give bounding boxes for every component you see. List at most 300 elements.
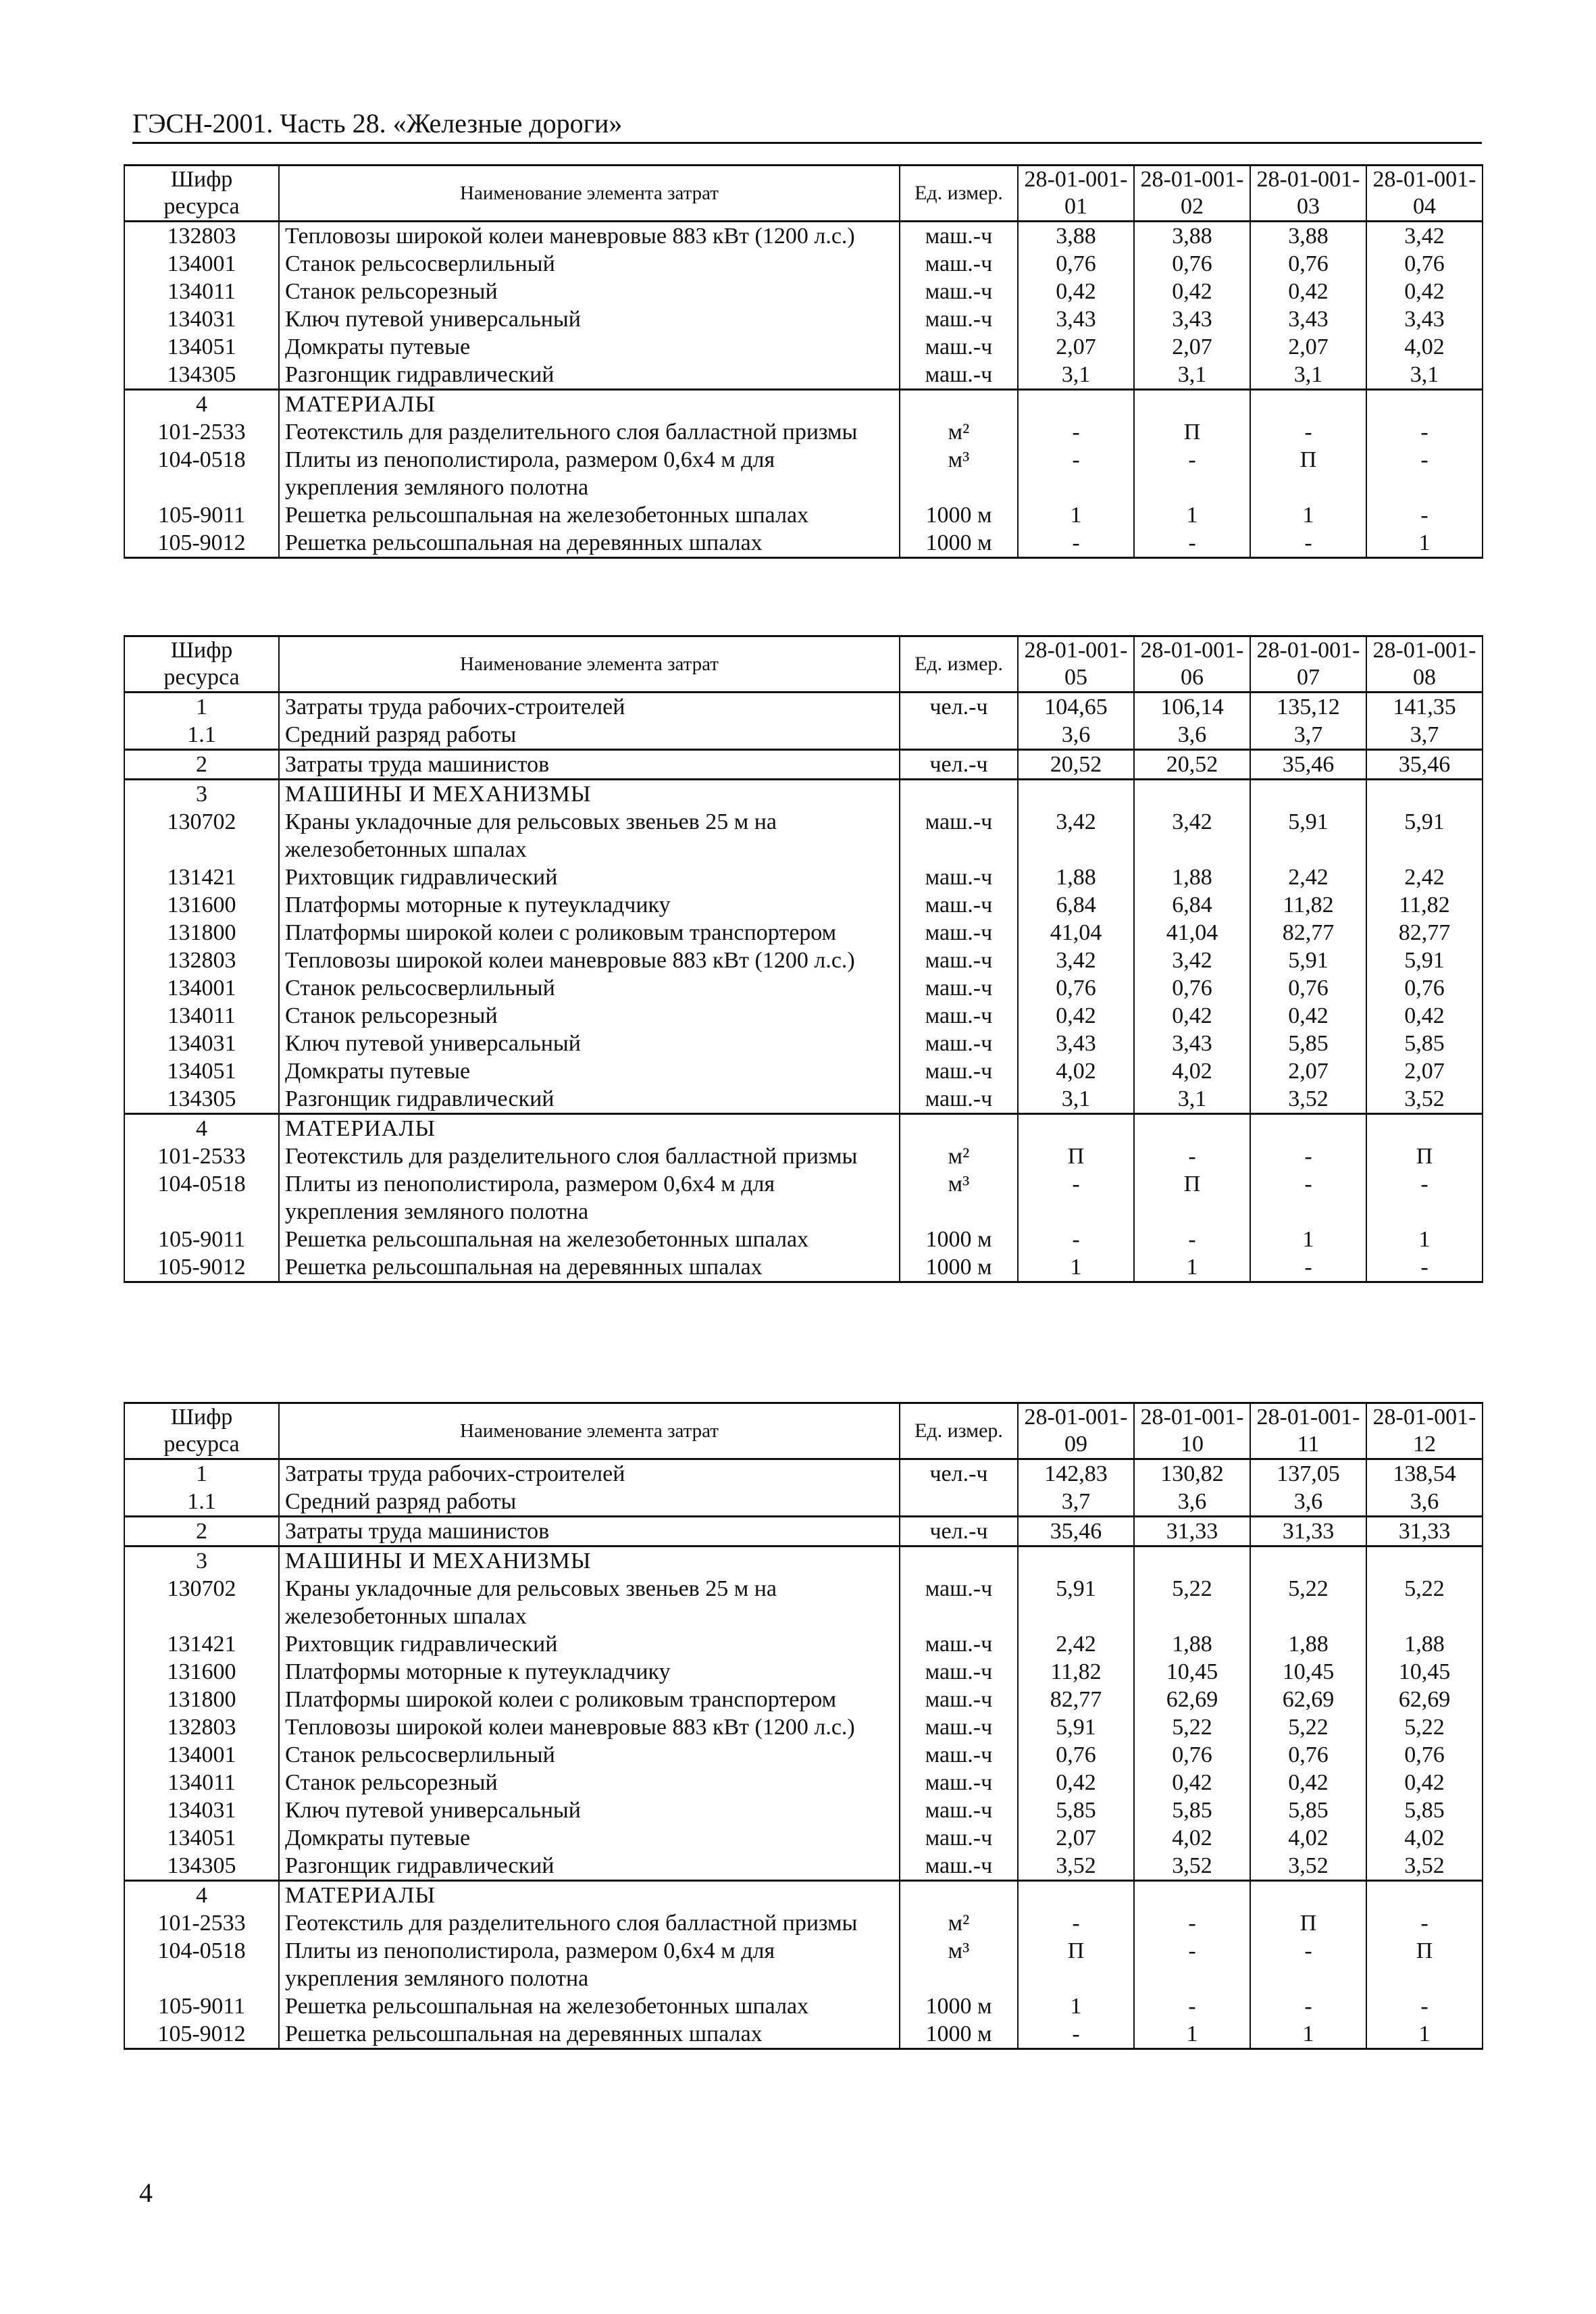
value-cell: П [1250,446,1366,501]
value-cell: 5,91 [1250,808,1366,863]
value-cell: 3,52 [1018,1852,1134,1881]
resource-name-cell: Геотекстиль для разделительного слоя балластной призмы [279,1142,900,1170]
resource-name-cell: Домкраты путевые [279,333,900,361]
value-cell: 1 [1250,2020,1366,2049]
table-row [124,1881,1483,1910]
value-cell [1366,780,1483,809]
table-row [124,919,1483,947]
norm-code-header: 28-01-001-11 [1250,1403,1366,1459]
resource-code-cell: 101-2533 [124,1909,279,1937]
table-row [124,721,1483,750]
value-cell: 0,42 [1018,278,1134,305]
resource-code-cell: 4 [124,1881,279,1910]
value-cell: П [1018,1937,1134,1992]
unit-cell: маш.-ч [900,222,1018,251]
value-cell: 1 [1366,2020,1483,2049]
table-row [124,1546,1483,1576]
unit-cell [900,780,1018,809]
table-row [124,1459,1483,1488]
value-cell: 5,22 [1250,1713,1366,1741]
resource-name-cell: Разгонщик гидравлический [279,1852,900,1881]
norm-code-header: 28-01-001-06 [1134,636,1250,693]
unit-column-header: Ед. измер. [900,166,1018,222]
resource-name-cell: Станок рельсосверлильный [279,974,900,1002]
resource-name-cell: Платформы моторные к путеукладчику [279,1658,900,1686]
value-cell: 11,82 [1018,1658,1134,1686]
table-row [124,1658,1483,1686]
resource-code-cell: 101-2533 [124,1142,279,1170]
value-cell: 3,7 [1018,1488,1134,1517]
resource-code-cell: 1 [124,1459,279,1488]
resource-name-cell: МАТЕРИАЛЫ [279,1114,900,1143]
value-cell: 141,35 [1366,693,1483,722]
value-cell: 5,91 [1366,947,1483,974]
value-cell: - [1250,1992,1366,2020]
value-cell: 3,42 [1134,947,1250,974]
resource-code-cell: 131800 [124,1686,279,1713]
resource-code-cell: 105-9011 [124,501,279,529]
value-cell: 2,07 [1134,333,1250,361]
value-cell: 3,43 [1366,305,1483,333]
table-row [124,250,1483,278]
value-cell: 10,45 [1250,1658,1366,1686]
resource-code-cell: 134001 [124,250,279,278]
resource-code-cell: 134001 [124,974,279,1002]
unit-cell: маш.-ч [900,863,1018,891]
resource-code-cell: 101-2533 [124,418,279,446]
value-cell: 0,42 [1018,1769,1134,1796]
value-cell: - [1366,1992,1483,2020]
value-cell: 31,33 [1250,1517,1366,1546]
table-row [124,1796,1483,1824]
value-cell: 1,88 [1366,1630,1483,1658]
resource-code-cell: 2 [124,750,279,780]
value-cell: 35,46 [1366,750,1483,780]
unit-cell: маш.-ч [900,333,1018,361]
code-column-header: Шифр ресурса [124,636,279,693]
resource-name-cell: Геотекстиль для разделительного слоя балластной призмы [279,1909,900,1937]
value-cell: 130,82 [1134,1459,1250,1488]
value-cell: 1,88 [1134,1630,1250,1658]
resource-name-cell: МАТЕРИАЛЫ [279,1881,900,1910]
unit-cell [900,390,1018,419]
value-cell: 62,69 [1250,1686,1366,1713]
value-cell: - [1250,529,1366,558]
value-cell: 4,02 [1250,1824,1366,1852]
resource-table-1 [124,164,1483,559]
resource-name-cell: Краны укладочные для рельсовых звеньев 25 м на железобетонных шпалах [279,808,900,863]
value-cell: - [1250,1170,1366,1226]
unit-cell: маш.-ч [900,1030,1018,1057]
resource-name-cell: Станок рельсорезный [279,1769,900,1796]
table-row [124,1253,1483,1282]
unit-cell: маш.-ч [900,361,1018,390]
resource-name-cell: Рихтовщик гидравлический [279,863,900,891]
table-row [124,1937,1483,1992]
value-cell: - [1134,529,1250,558]
unit-cell: чел.-ч [900,693,1018,722]
resource-name-cell: Тепловозы широкой колеи маневровые 883 кВт (1200 л.с.) [279,1713,900,1741]
value-cell: 0,42 [1366,278,1483,305]
value-cell: 5,91 [1250,947,1366,974]
value-cell: 3,43 [1250,305,1366,333]
resource-code-cell: 134031 [124,1796,279,1824]
unit-cell: маш.-ч [900,808,1018,863]
resource-code-cell: 134011 [124,278,279,305]
value-cell: 0,42 [1018,1002,1134,1030]
value-cell: 20,52 [1018,750,1134,780]
page-title: ГЭСН-2001. Часть 28. «Железные дороги» [132,108,623,139]
value-cell [1366,390,1483,419]
resource-name-cell: Рихтовщик гидравлический [279,1630,900,1658]
value-cell: 2,07 [1250,333,1366,361]
value-cell: 3,7 [1366,721,1483,750]
value-cell: 1,88 [1018,863,1134,891]
unit-cell: чел.-ч [900,1459,1018,1488]
value-cell: 0,76 [1250,250,1366,278]
table-row [124,1741,1483,1769]
table-row [124,808,1483,863]
value-cell: 3,1 [1134,1085,1250,1114]
value-cell: 1 [1250,1226,1366,1253]
resource-name-cell: Разгонщик гидравлический [279,361,900,390]
value-cell: 31,33 [1366,1517,1483,1546]
value-cell: 3,1 [1366,361,1483,390]
value-cell: 0,42 [1134,1002,1250,1030]
value-cell: 1 [1018,1992,1134,2020]
value-cell: 1 [1250,501,1366,529]
unit-cell: м³ [900,1170,1018,1226]
table-row [124,1226,1483,1253]
value-cell: 3,1 [1134,361,1250,390]
table-row [124,780,1483,809]
value-cell: 1 [1134,501,1250,529]
value-cell: - [1366,1253,1483,1282]
table-row [124,1909,1483,1937]
unit-column-header: Ед. измер. [900,636,1018,693]
resource-name-cell: Средний разряд работы [279,1488,900,1517]
resource-name-cell: Решетка рельсошпальная на железобетонных шпалах [279,501,900,529]
value-cell: 1 [1018,1253,1134,1282]
resource-code-cell: 131421 [124,1630,279,1658]
resource-name-cell: Плиты из пенополистирола, размером 0,6х4 м для укрепления земляного полотна [279,1937,900,1992]
resource-code-cell: 131421 [124,863,279,891]
value-cell: 82,77 [1366,919,1483,947]
table-row [124,278,1483,305]
resource-code-cell: 131600 [124,891,279,919]
value-cell [1018,1546,1134,1576]
value-cell: - [1250,418,1366,446]
resource-name-cell: Плиты из пенополистирола, размером 0,6х4 м для укрепления земляного полотна [279,1170,900,1226]
resource-name-cell: Ключ путевой универсальный [279,305,900,333]
value-cell: 2,07 [1018,333,1134,361]
unit-cell: маш.-ч [900,974,1018,1002]
norm-code-header: 28-01-001-12 [1366,1403,1483,1459]
resource-name-cell: Затраты труда машинистов [279,1517,900,1546]
norm-code-header: 28-01-001-09 [1018,1403,1134,1459]
value-cell: - [1018,1170,1134,1226]
table-row [124,1824,1483,1852]
table-row [124,529,1483,558]
unit-cell: маш.-ч [900,1002,1018,1030]
norm-code-header: 28-01-001-03 [1250,166,1366,222]
value-cell: 0,42 [1250,278,1366,305]
value-cell: 5,22 [1250,1575,1366,1630]
value-cell: П [1250,1909,1366,1937]
resource-code-cell: 131600 [124,1658,279,1686]
table-row [124,1575,1483,1630]
resource-code-cell: 1.1 [124,1488,279,1517]
resource-code-cell: 134031 [124,305,279,333]
resource-code-cell: 132803 [124,947,279,974]
value-cell: 0,42 [1134,1769,1250,1796]
value-cell: 3,88 [1134,222,1250,251]
unit-cell: маш.-ч [900,1085,1018,1114]
value-cell: 5,91 [1018,1575,1134,1630]
value-cell: 3,52 [1366,1085,1483,1114]
value-cell: 5,85 [1366,1030,1483,1057]
table-row [124,418,1483,446]
resource-name-cell: Решетка рельсошпальная на деревянных шпалах [279,1253,900,1282]
norm-code-header: 28-01-001-10 [1134,1403,1250,1459]
value-cell: - [1134,1937,1250,1992]
value-cell: 3,1 [1250,361,1366,390]
table-row [124,1713,1483,1741]
unit-cell: м² [900,1142,1018,1170]
unit-cell: м² [900,1909,1018,1937]
resource-code-cell: 134305 [124,1852,279,1881]
value-cell: 3,43 [1134,1030,1250,1057]
resource-code-cell: 3 [124,1546,279,1576]
resource-name-cell: Станок рельсорезный [279,278,900,305]
table-row [124,390,1483,419]
value-cell: 3,42 [1018,947,1134,974]
value-cell: 31,33 [1134,1517,1250,1546]
resource-name-cell: Плиты из пенополистирола, размером 0,6х4 м для укрепления земляного полотна [279,446,900,501]
value-cell [1018,1881,1134,1910]
value-cell [1134,1114,1250,1143]
table-row [124,446,1483,501]
table-row [124,1030,1483,1057]
value-cell [1134,390,1250,419]
value-cell: 137,05 [1250,1459,1366,1488]
norm-code-header: 28-01-001-04 [1366,166,1483,222]
resource-name-cell: Краны укладочные для рельсовых звеньев 25 м на железобетонных шпалах [279,1575,900,1630]
value-cell: 20,52 [1134,750,1250,780]
unit-column-header: Ед. измер. [900,1403,1018,1459]
resource-code-cell: 134051 [124,1057,279,1085]
unit-cell: 1000 м [900,501,1018,529]
resource-code-cell: 134051 [124,333,279,361]
value-cell: 1 [1134,1253,1250,1282]
resource-code-cell: 134305 [124,361,279,390]
value-cell [1250,1546,1366,1576]
value-cell: 4,02 [1018,1057,1134,1085]
value-cell: 5,22 [1134,1713,1250,1741]
table-row [124,333,1483,361]
value-cell: 5,85 [1134,1796,1250,1824]
header-row [124,166,1483,222]
value-cell: 1 [1018,501,1134,529]
value-cell: 3,42 [1018,808,1134,863]
value-cell: 1 [1366,529,1483,558]
value-cell [1366,1114,1483,1143]
title-rule [132,142,1482,144]
resource-name-cell: Станок рельсосверлильный [279,250,900,278]
resource-code-cell: 131800 [124,919,279,947]
unit-cell: 1000 м [900,1992,1018,2020]
value-cell: П [1134,418,1250,446]
table-row [124,947,1483,974]
resource-code-cell: 105-9011 [124,1992,279,2020]
resource-code-cell: 130702 [124,808,279,863]
value-cell: 3,52 [1366,1852,1483,1881]
resource-name-cell: МАТЕРИАЛЫ [279,390,900,419]
unit-cell [900,721,1018,750]
unit-cell: м³ [900,1937,1018,1992]
value-cell: 3,1 [1018,1085,1134,1114]
resource-name-cell: Ключ путевой универсальный [279,1030,900,1057]
value-cell: 3,52 [1250,1085,1366,1114]
table-row [124,974,1483,1002]
value-cell: 0,76 [1366,1741,1483,1769]
resource-code-cell: 1.1 [124,721,279,750]
value-cell: 41,04 [1134,919,1250,947]
value-cell: - [1366,1909,1483,1937]
resource-name-cell: Решетка рельсошпальная на деревянных шпалах [279,2020,900,2049]
unit-cell: маш.-ч [900,1852,1018,1881]
value-cell: - [1018,418,1134,446]
value-cell: 35,46 [1018,1517,1134,1546]
value-cell: 82,77 [1018,1686,1134,1713]
resource-name-cell: Решетка рельсошпальная на деревянных шпалах [279,529,900,558]
resource-name-cell: Решетка рельсошпальная на железобетонных шпалах [279,1992,900,2020]
resource-name-cell: Станок рельсосверлильный [279,1741,900,1769]
table-row [124,1142,1483,1170]
resource-name-cell: Решетка рельсошпальная на железобетонных шпалах [279,1226,900,1253]
value-cell: 5,85 [1366,1796,1483,1824]
value-cell: 0,42 [1250,1769,1366,1796]
table-row [124,1085,1483,1114]
norm-code-header: 28-01-001-01 [1018,166,1134,222]
unit-cell: 1000 м [900,1253,1018,1282]
value-cell: 138,54 [1366,1459,1483,1488]
unit-cell: 1000 м [900,529,1018,558]
value-cell: 6,84 [1134,891,1250,919]
resource-name-cell: Домкраты путевые [279,1824,900,1852]
resource-code-cell: 134011 [124,1002,279,1030]
value-cell: 5,91 [1366,808,1483,863]
unit-cell: маш.-ч [900,1630,1018,1658]
value-cell: 3,88 [1250,222,1366,251]
resource-code-cell: 130702 [124,1575,279,1630]
value-cell: - [1250,1142,1366,1170]
unit-cell: маш.-ч [900,1796,1018,1824]
unit-cell: м² [900,418,1018,446]
value-cell: 3,43 [1018,305,1134,333]
table-row [124,863,1483,891]
resource-code-cell: 132803 [124,222,279,251]
value-cell: 3,52 [1134,1852,1250,1881]
unit-cell: м³ [900,446,1018,501]
resource-code-cell: 105-9012 [124,1253,279,1282]
resource-code-cell: 104-0518 [124,1937,279,1992]
value-cell: 4,02 [1366,1824,1483,1852]
resource-name-cell: Станок рельсорезный [279,1002,900,1030]
resource-code-cell: 2 [124,1517,279,1546]
value-cell: 0,76 [1018,1741,1134,1769]
resource-name-cell: Домкраты путевые [279,1057,900,1085]
resource-table-2 [124,635,1483,1283]
resource-name-cell: МАШИНЫ И МЕХАНИЗМЫ [279,1546,900,1576]
value-cell: 5,85 [1250,1796,1366,1824]
value-cell: 3,43 [1134,305,1250,333]
unit-cell: маш.-ч [900,947,1018,974]
resource-code-cell: 134051 [124,1824,279,1852]
resource-table-3 [124,1402,1483,2050]
table-row [124,1114,1483,1143]
resource-code-cell: 134011 [124,1769,279,1796]
value-cell: 0,42 [1366,1002,1483,1030]
value-cell: 1 [1366,1226,1483,1253]
unit-cell: маш.-ч [900,1713,1018,1741]
value-cell: 1,88 [1250,1630,1366,1658]
value-cell: 3,52 [1250,1852,1366,1881]
header-row [124,636,1483,693]
unit-cell: маш.-ч [900,919,1018,947]
value-cell: - [1018,529,1134,558]
value-cell: 3,7 [1250,721,1366,750]
value-cell: 6,84 [1018,891,1134,919]
table-row [124,2020,1483,2049]
resource-name-cell: Затраты труда рабочих-строителей [279,1459,900,1488]
unit-cell: маш.-ч [900,1769,1018,1796]
value-cell: 2,07 [1250,1057,1366,1085]
value-cell: - [1018,2020,1134,2049]
table-row [124,305,1483,333]
resource-name-cell: Платформы широкой колеи с роликовым транспортером [279,1686,900,1713]
resource-name-cell: Затраты труда рабочих-строителей [279,693,900,722]
value-cell: 3,6 [1018,721,1134,750]
resource-code-cell: 105-9011 [124,1226,279,1253]
unit-cell: 1000 м [900,1226,1018,1253]
name-column-header: Наименование элемента затрат [279,166,900,222]
value-cell [1134,1881,1250,1910]
table-row [124,1517,1483,1546]
resource-name-cell: Тепловозы широкой колеи маневровые 883 кВт (1200 л.с.) [279,222,900,251]
value-cell: 106,14 [1134,693,1250,722]
value-cell: 0,76 [1250,1741,1366,1769]
code-column-header: Шифр ресурса [124,1403,279,1459]
value-cell: - [1134,1142,1250,1170]
value-cell: - [1366,1170,1483,1226]
unit-cell [900,1488,1018,1517]
value-cell: 2,42 [1366,863,1483,891]
value-cell: 5,85 [1018,1796,1134,1824]
resource-code-cell: 3 [124,780,279,809]
value-cell: П [1134,1170,1250,1226]
value-cell: 5,22 [1366,1575,1483,1630]
table-row [124,1630,1483,1658]
table-row [124,1852,1483,1881]
norm-code-header: 28-01-001-02 [1134,166,1250,222]
resource-code-cell: 1 [124,693,279,722]
value-cell: 0,76 [1134,974,1250,1002]
header-row [124,1403,1483,1459]
value-cell: - [1366,418,1483,446]
value-cell: 0,76 [1366,974,1483,1002]
value-cell: - [1250,1253,1366,1282]
